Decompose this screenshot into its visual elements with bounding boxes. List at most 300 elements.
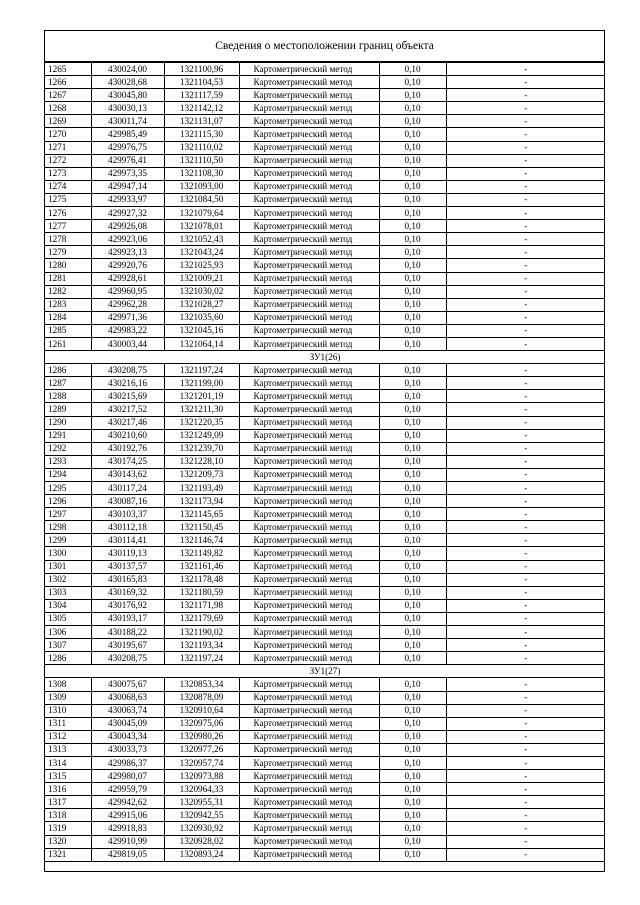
x-coordinate: 429971,36 [91, 311, 164, 324]
point-number: 1283 [45, 298, 91, 311]
y-coordinate: 1321028,27 [164, 298, 239, 311]
description: - [446, 115, 605, 128]
description: - [446, 482, 605, 495]
accuracy: 0,10 [379, 756, 446, 769]
y-coordinate: 1321180,59 [164, 586, 239, 599]
y-coordinate: 1321190,02 [164, 626, 239, 639]
determination-method: Картометрический метод [239, 377, 379, 390]
x-coordinate: 429915,06 [91, 809, 164, 822]
x-coordinate: 429926,08 [91, 220, 164, 233]
point-number: 1313 [45, 743, 91, 756]
y-coordinate: 1321239,70 [164, 442, 239, 455]
determination-method: Картометрический метод [239, 89, 379, 102]
table-row [45, 691, 605, 704]
y-coordinate: 1321193,34 [164, 639, 239, 652]
x-coordinate: 430024,00 [91, 63, 164, 76]
table-row [45, 495, 605, 508]
description: - [446, 691, 605, 704]
accuracy: 0,10 [379, 560, 446, 573]
y-coordinate: 1321064,14 [164, 337, 239, 350]
x-coordinate: 430117,24 [91, 482, 164, 495]
table-row [45, 403, 605, 416]
section-label: ЗУ1(27) [45, 665, 605, 678]
point-number: 1319 [45, 822, 91, 835]
point-number: 1317 [45, 796, 91, 809]
accuracy: 0,10 [379, 128, 446, 141]
table-row [45, 246, 605, 259]
y-coordinate: 1320964,33 [164, 783, 239, 796]
description: - [446, 76, 605, 89]
y-coordinate: 1321145,65 [164, 508, 239, 521]
table-row [45, 272, 605, 285]
point-number: 1298 [45, 521, 91, 534]
table-row [45, 89, 605, 102]
table-row [45, 639, 605, 652]
table-row [45, 468, 605, 481]
accuracy: 0,10 [379, 730, 446, 743]
table-row [45, 128, 605, 141]
determination-method: Картометрический метод [239, 508, 379, 521]
description: - [446, 783, 605, 796]
accuracy: 0,10 [379, 508, 446, 521]
accuracy: 0,10 [379, 429, 446, 442]
accuracy: 0,10 [379, 652, 446, 665]
y-coordinate: 1321084,50 [164, 193, 239, 206]
y-coordinate: 1321149,82 [164, 547, 239, 560]
accuracy: 0,10 [379, 403, 446, 416]
y-coordinate: 1321201,19 [164, 390, 239, 403]
accuracy: 0,10 [379, 482, 446, 495]
y-coordinate: 1321150,45 [164, 521, 239, 534]
table-row [45, 796, 605, 809]
x-coordinate: 429976,75 [91, 141, 164, 154]
point-number: 1309 [45, 691, 91, 704]
table-row [45, 141, 605, 154]
description: - [446, 743, 605, 756]
accuracy: 0,10 [379, 285, 446, 298]
determination-method: Картометрический метод [239, 822, 379, 835]
accuracy: 0,10 [379, 76, 446, 89]
table-row [45, 115, 605, 128]
x-coordinate: 429976,41 [91, 154, 164, 167]
description: - [446, 207, 605, 220]
accuracy: 0,10 [379, 141, 446, 154]
description: - [446, 154, 605, 167]
point-number: 1315 [45, 770, 91, 783]
accuracy: 0,10 [379, 442, 446, 455]
y-coordinate: 1320973,88 [164, 770, 239, 783]
determination-method: Картометрический метод [239, 626, 379, 639]
accuracy: 0,10 [379, 743, 446, 756]
determination-method: Картометрический метод [239, 128, 379, 141]
accuracy: 0,10 [379, 573, 446, 586]
description: - [446, 534, 605, 547]
table-row [45, 560, 605, 573]
table-row [45, 547, 605, 560]
y-coordinate: 1321178,48 [164, 573, 239, 586]
table-row [45, 102, 605, 115]
y-coordinate: 1321117,59 [164, 89, 239, 102]
y-coordinate: 1321220,35 [164, 416, 239, 429]
table-row [45, 730, 605, 743]
description: - [446, 835, 605, 848]
accuracy: 0,10 [379, 796, 446, 809]
point-number: 1271 [45, 141, 91, 154]
description: - [446, 612, 605, 625]
point-number: 1320 [45, 835, 91, 848]
accuracy: 0,10 [379, 704, 446, 717]
determination-method: Картометрический метод [239, 272, 379, 285]
determination-method: Картометрический метод [239, 796, 379, 809]
table-row [45, 704, 605, 717]
accuracy: 0,10 [379, 272, 446, 285]
y-coordinate: 1321161,46 [164, 560, 239, 573]
determination-method: Картометрический метод [239, 468, 379, 481]
determination-method: Картометрический метод [239, 390, 379, 403]
x-coordinate: 429962,28 [91, 298, 164, 311]
table-row [45, 612, 605, 625]
point-number: 1295 [45, 482, 91, 495]
y-coordinate: 1320928,02 [164, 835, 239, 848]
determination-method: Картометрический метод [239, 586, 379, 599]
table-row [45, 586, 605, 599]
point-number: 1270 [45, 128, 91, 141]
determination-method: Картометрический метод [239, 717, 379, 730]
description: - [446, 193, 605, 206]
description: - [446, 128, 605, 141]
x-coordinate: 430176,92 [91, 599, 164, 612]
x-coordinate: 430075,67 [91, 678, 164, 691]
point-number: 1291 [45, 429, 91, 442]
accuracy: 0,10 [379, 783, 446, 796]
y-coordinate: 1321030,02 [164, 285, 239, 298]
determination-method: Картометрический метод [239, 76, 379, 89]
accuracy: 0,10 [379, 298, 446, 311]
y-coordinate: 1320975,06 [164, 717, 239, 730]
x-coordinate: 430003,44 [91, 337, 164, 350]
description: - [446, 233, 605, 246]
point-number: 1278 [45, 233, 91, 246]
description: - [446, 586, 605, 599]
table-row [45, 364, 605, 377]
point-number: 1284 [45, 311, 91, 324]
accuracy: 0,10 [379, 626, 446, 639]
y-coordinate: 1321110,02 [164, 141, 239, 154]
accuracy: 0,10 [379, 259, 446, 272]
x-coordinate: 430045,80 [91, 89, 164, 102]
point-number: 1288 [45, 390, 91, 403]
description: - [446, 102, 605, 115]
x-coordinate: 429973,35 [91, 167, 164, 180]
determination-method: Картометрический метод [239, 534, 379, 547]
determination-method: Картометрический метод [239, 547, 379, 560]
description: - [446, 416, 605, 429]
table-row [45, 298, 605, 311]
accuracy: 0,10 [379, 167, 446, 180]
table-row [45, 534, 605, 547]
x-coordinate: 430028,68 [91, 76, 164, 89]
section-label: ЗУ1(26) [45, 351, 605, 364]
description: - [446, 508, 605, 521]
table-row [45, 233, 605, 246]
determination-method: Картометрический метод [239, 416, 379, 429]
point-number: 1297 [45, 508, 91, 521]
x-coordinate: 430217,52 [91, 403, 164, 416]
point-number: 1268 [45, 102, 91, 115]
determination-method: Картометрический метод [239, 324, 379, 337]
determination-method: Картометрический метод [239, 193, 379, 206]
table-row [45, 599, 605, 612]
accuracy: 0,10 [379, 717, 446, 730]
determination-method: Картометрический метод [239, 167, 379, 180]
description: - [446, 246, 605, 259]
determination-method: Картометрический метод [239, 770, 379, 783]
determination-method: Картометрический метод [239, 573, 379, 586]
accuracy: 0,10 [379, 521, 446, 534]
table-row [45, 573, 605, 586]
description: - [446, 220, 605, 233]
description: - [446, 521, 605, 534]
determination-method: Картометрический метод [239, 154, 379, 167]
x-coordinate: 429923,13 [91, 246, 164, 259]
x-coordinate: 430216,16 [91, 377, 164, 390]
x-coordinate: 429918,83 [91, 822, 164, 835]
determination-method: Картометрический метод [239, 743, 379, 756]
accuracy: 0,10 [379, 377, 446, 390]
x-coordinate: 429942,62 [91, 796, 164, 809]
document-title: Сведения о местоположении границ объекта [45, 31, 604, 62]
y-coordinate: 1321171,98 [164, 599, 239, 612]
y-coordinate: 1321035,60 [164, 311, 239, 324]
x-coordinate: 430208,75 [91, 652, 164, 665]
description: - [446, 599, 605, 612]
table-row [45, 482, 605, 495]
table-row [45, 848, 605, 861]
description: - [446, 63, 605, 76]
point-number: 1302 [45, 573, 91, 586]
description: - [446, 756, 605, 769]
point-number: 1305 [45, 612, 91, 625]
table-row [45, 154, 605, 167]
point-number: 1282 [45, 285, 91, 298]
x-coordinate: 430188,22 [91, 626, 164, 639]
table-row [45, 193, 605, 206]
x-coordinate: 430217,46 [91, 416, 164, 429]
accuracy: 0,10 [379, 468, 446, 481]
y-coordinate: 1320893,24 [164, 848, 239, 861]
determination-method: Картометрический метод [239, 63, 379, 76]
x-coordinate: 429923,06 [91, 233, 164, 246]
point-number: 1290 [45, 416, 91, 429]
point-number: 1267 [45, 89, 91, 102]
y-coordinate: 1321197,24 [164, 652, 239, 665]
determination-method: Картометрический метод [239, 311, 379, 324]
coordinates-table-body [45, 63, 605, 862]
description: - [446, 822, 605, 835]
description: - [446, 652, 605, 665]
determination-method: Картометрический метод [239, 495, 379, 508]
point-number: 1275 [45, 193, 91, 206]
y-coordinate: 1321199,00 [164, 377, 239, 390]
determination-method: Картометрический метод [239, 207, 379, 220]
point-number: 1285 [45, 324, 91, 337]
x-coordinate: 430112,18 [91, 521, 164, 534]
table-row [45, 429, 605, 442]
y-coordinate: 1320955,31 [164, 796, 239, 809]
y-coordinate: 1321025,93 [164, 259, 239, 272]
y-coordinate: 1320930,92 [164, 822, 239, 835]
table-row [45, 770, 605, 783]
x-coordinate: 430174,25 [91, 455, 164, 468]
x-coordinate: 430169,32 [91, 586, 164, 599]
description: - [446, 259, 605, 272]
point-number: 1311 [45, 717, 91, 730]
determination-method: Картометрический метод [239, 783, 379, 796]
determination-method: Картометрический метод [239, 285, 379, 298]
description: - [446, 796, 605, 809]
determination-method: Картометрический метод [239, 639, 379, 652]
y-coordinate: 1321078,01 [164, 220, 239, 233]
x-coordinate: 429819,05 [91, 848, 164, 861]
x-coordinate: 430208,75 [91, 364, 164, 377]
description: - [446, 141, 605, 154]
x-coordinate: 430011,74 [91, 115, 164, 128]
table-row [45, 626, 605, 639]
accuracy: 0,10 [379, 233, 446, 246]
point-number: 1261 [45, 337, 91, 350]
determination-method: Картометрический метод [239, 691, 379, 704]
y-coordinate: 1320977,26 [164, 743, 239, 756]
accuracy: 0,10 [379, 809, 446, 822]
table-row [45, 678, 605, 691]
accuracy: 0,10 [379, 311, 446, 324]
y-coordinate: 1321228,10 [164, 455, 239, 468]
description: - [446, 730, 605, 743]
y-coordinate: 1321193,49 [164, 482, 239, 495]
x-coordinate: 429960,95 [91, 285, 164, 298]
determination-method: Картометрический метод [239, 730, 379, 743]
point-number: 1314 [45, 756, 91, 769]
accuracy: 0,10 [379, 115, 446, 128]
point-number: 1293 [45, 455, 91, 468]
description: - [446, 626, 605, 639]
description: - [446, 285, 605, 298]
document-sheet [44, 30, 605, 872]
accuracy: 0,10 [379, 63, 446, 76]
description: - [446, 678, 605, 691]
y-coordinate: 1321079,64 [164, 207, 239, 220]
point-number: 1301 [45, 560, 91, 573]
y-coordinate: 1321211,30 [164, 403, 239, 416]
description: - [446, 324, 605, 337]
accuracy: 0,10 [379, 678, 446, 691]
determination-method: Картометрический метод [239, 848, 379, 861]
x-coordinate: 430192,76 [91, 442, 164, 455]
determination-method: Картометрический метод [239, 429, 379, 442]
table-row [45, 416, 605, 429]
point-number: 1265 [45, 63, 91, 76]
y-coordinate: 1321131,07 [164, 115, 239, 128]
table-row [45, 521, 605, 534]
point-number: 1296 [45, 495, 91, 508]
x-coordinate: 430068,63 [91, 691, 164, 704]
y-coordinate: 1321142,12 [164, 102, 239, 115]
y-coordinate: 1320853,34 [164, 678, 239, 691]
accuracy: 0,10 [379, 822, 446, 835]
point-number: 1277 [45, 220, 91, 233]
point-number: 1279 [45, 246, 91, 259]
point-number: 1276 [45, 207, 91, 220]
description: - [446, 403, 605, 416]
x-coordinate: 429985,49 [91, 128, 164, 141]
y-coordinate: 1321179,69 [164, 612, 239, 625]
x-coordinate: 430210,60 [91, 429, 164, 442]
point-number: 1292 [45, 442, 91, 455]
accuracy: 0,10 [379, 337, 446, 350]
table-row [45, 63, 605, 76]
accuracy: 0,10 [379, 835, 446, 848]
x-coordinate: 430033,73 [91, 743, 164, 756]
point-number: 1273 [45, 167, 91, 180]
point-number: 1286 [45, 652, 91, 665]
determination-method: Картометрический метод [239, 220, 379, 233]
determination-method: Картометрический метод [239, 599, 379, 612]
description: - [446, 573, 605, 586]
description: - [446, 167, 605, 180]
point-number: 1303 [45, 586, 91, 599]
determination-method: Картометрический метод [239, 337, 379, 350]
y-coordinate: 1321249,09 [164, 429, 239, 442]
table-row [45, 220, 605, 233]
point-number: 1280 [45, 259, 91, 272]
y-coordinate: 1321146,74 [164, 534, 239, 547]
table-row [45, 756, 605, 769]
description: - [446, 89, 605, 102]
accuracy: 0,10 [379, 770, 446, 783]
accuracy: 0,10 [379, 534, 446, 547]
accuracy: 0,10 [379, 102, 446, 115]
determination-method: Картометрический метод [239, 756, 379, 769]
determination-method: Картометрический метод [239, 298, 379, 311]
description: - [446, 848, 605, 861]
accuracy: 0,10 [379, 220, 446, 233]
accuracy: 0,10 [379, 547, 446, 560]
x-coordinate: 429928,61 [91, 272, 164, 285]
y-coordinate: 1320878,09 [164, 691, 239, 704]
point-number: 1307 [45, 639, 91, 652]
table-row [45, 337, 605, 350]
table-row [45, 207, 605, 220]
table-row [45, 285, 605, 298]
x-coordinate: 429920,76 [91, 259, 164, 272]
x-coordinate: 430030,13 [91, 102, 164, 115]
description: - [446, 390, 605, 403]
determination-method: Картометрический метод [239, 180, 379, 193]
accuracy: 0,10 [379, 89, 446, 102]
description: - [446, 364, 605, 377]
x-coordinate: 430063,74 [91, 704, 164, 717]
accuracy: 0,10 [379, 455, 446, 468]
x-coordinate: 429933,97 [91, 193, 164, 206]
determination-method: Картометрический метод [239, 521, 379, 534]
x-coordinate: 430119,13 [91, 547, 164, 560]
description: - [446, 770, 605, 783]
point-number: 1286 [45, 364, 91, 377]
table-row [45, 743, 605, 756]
point-number: 1266 [45, 76, 91, 89]
point-number: 1316 [45, 783, 91, 796]
description: - [446, 298, 605, 311]
